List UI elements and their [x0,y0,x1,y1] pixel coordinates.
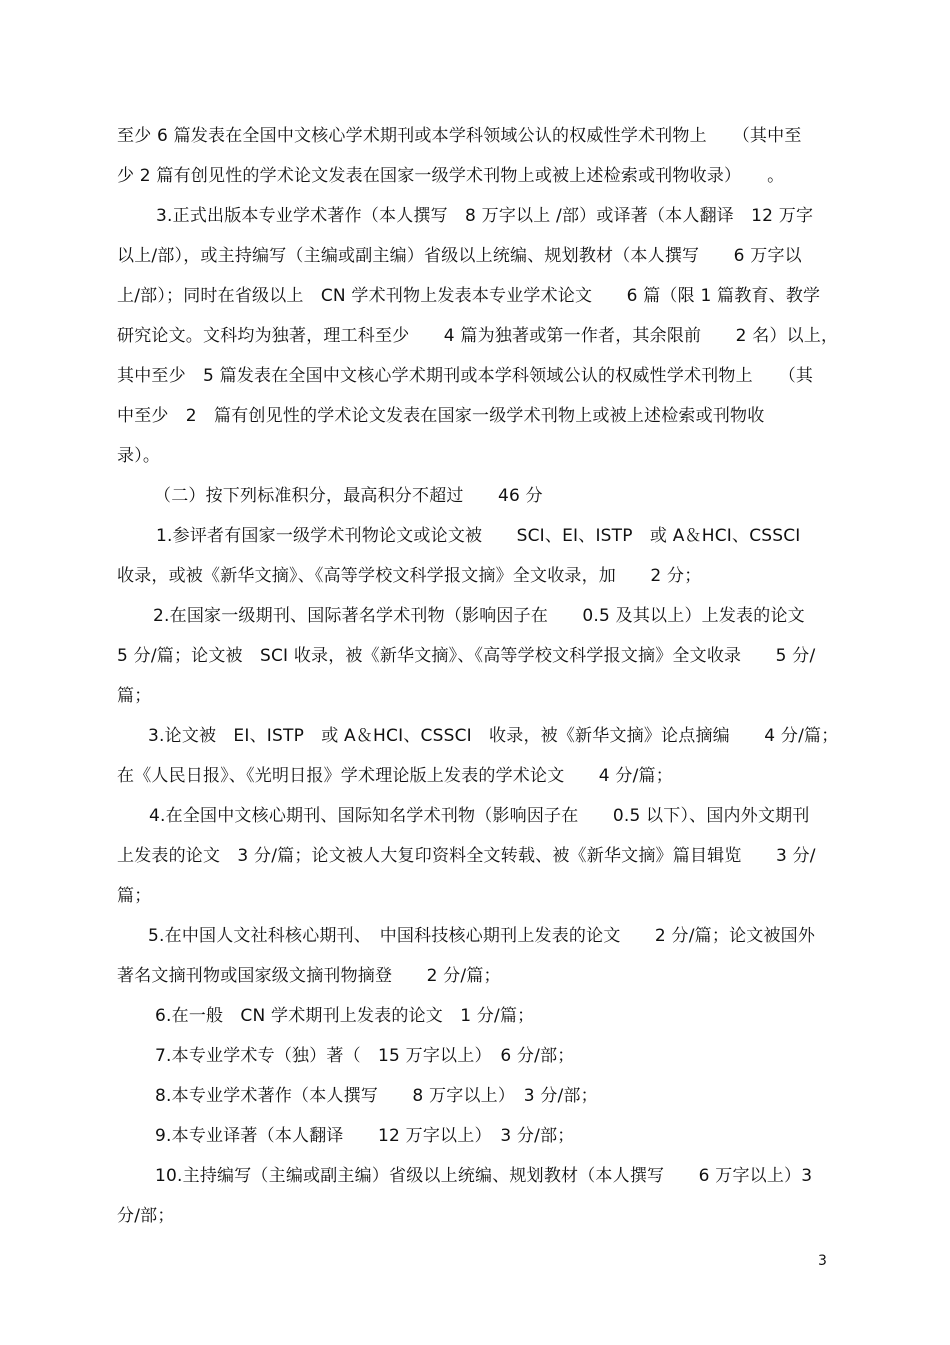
text-line: 3.正式出版本专业学术著作（本人撰写 8 万字以上 /部）或译著（本人翻译 12 万字 [156,206,814,226]
text-line: 3.论文被 EI、ISTP 或 A＆HCI、CSSCI 收录，被《新华文摘》论点摘编 4 分/篇； [148,726,839,746]
text-line: 至少 6 篇发表在全国中文核心学术期刊或本学科领域公认的权威性学术刊物上 （其中至 [117,126,802,146]
text-line: 5.在中国人文社科核心期刊、 中国科技核心期刊上发表的论文 2 分/篇；论文被国外 [148,926,816,946]
text-line: 篇； [117,686,152,706]
page-number: 3 [818,1253,827,1269]
text-line: 其中至少 5 篇发表在全国中文核心学术期刊或本学科领域公认的权威性学术刊物上 （其 [117,366,814,386]
text-line: 1.参评者有国家一级学术刊物论文或论文被 SCI、EI、ISTP 或 A＆HCI、CSSCI [156,526,801,546]
text-line: 收录，或被《新华文摘》、《高等学校文科学报文摘》全文收录，加 2 分； [117,566,702,586]
text-line: 6.在一般 CN 学术期刊上发表的论文 1 分/篇； [155,1006,535,1026]
text-line: 10.主持编写（主编或副主编）省级以上统编、规划教材（本人撰写 6 万字以上）3 [155,1166,813,1186]
text-line: 中至少 2 篇有创见性的学术论文发表在国家一级学术刊物上或被上述检索或刊物收 [117,406,765,426]
text-line: 篇； [117,886,152,906]
text-line: 著名文摘刊物或国家级文摘刊物摘登 2 分/篇； [117,966,501,986]
text-line: 上发表的论文 3 分/篇；论文被人大复印资料全文转载、被《新华文摘》篇目辑览 3 分/ [117,846,816,866]
text-line: 研究论文。文科均为独著，理工科至少 4 篇为独著或第一作者，其余限前 2 名）以上， [117,326,839,346]
text-line: 4.在全国中文核心期刊、国际知名学术刊物（影响因子在 0.5 以下）、国内外文期刊 [149,806,810,826]
text-line: 分/部； [117,1206,175,1226]
text-line: 8.本专业学术著作（本人撰写 8 万字以上） 3 分/部； [155,1086,598,1106]
text-line: 9.本专业译著（本人翻译 12 万字以上） 3 分/部； [155,1126,575,1146]
text-line: 在《人民日报》、《光明日报》学术理论版上发表的学术论文 4 分/篇； [117,766,673,786]
text-line: 少 2 篇有创见性的学术论文发表在国家一级学术刊物上或被上述检索或刊物收录） 。 [117,166,785,186]
text-line: 录）。 [117,446,161,466]
text-line: 5 分/篇；论文被 SCI 收录，被《新华文摘》、《高等学校文科学报文摘》全文收录 5 分/ [117,646,816,666]
text-line: 上/部）；同时在省级以上 CN 学术刊物上发表本专业学术论文 6 篇（限 1 篇教育、教学 [117,286,821,306]
section-heading: （二）按下列标准积分，最高积分不超过 46 分 [154,486,543,506]
text-line: 2.在国家一级期刊、国际著名学术刊物（影响因子在 0.5 及其以上）上发表的论文 [153,606,805,626]
text-line: 以上/部），或主持编写（主编或副主编）省级以上统编、规划教材（本人撰写 6 万字以 [117,246,802,266]
text-line: 7.本专业学术专（独）著（ 15 万字以上） 6 分/部； [155,1046,575,1066]
